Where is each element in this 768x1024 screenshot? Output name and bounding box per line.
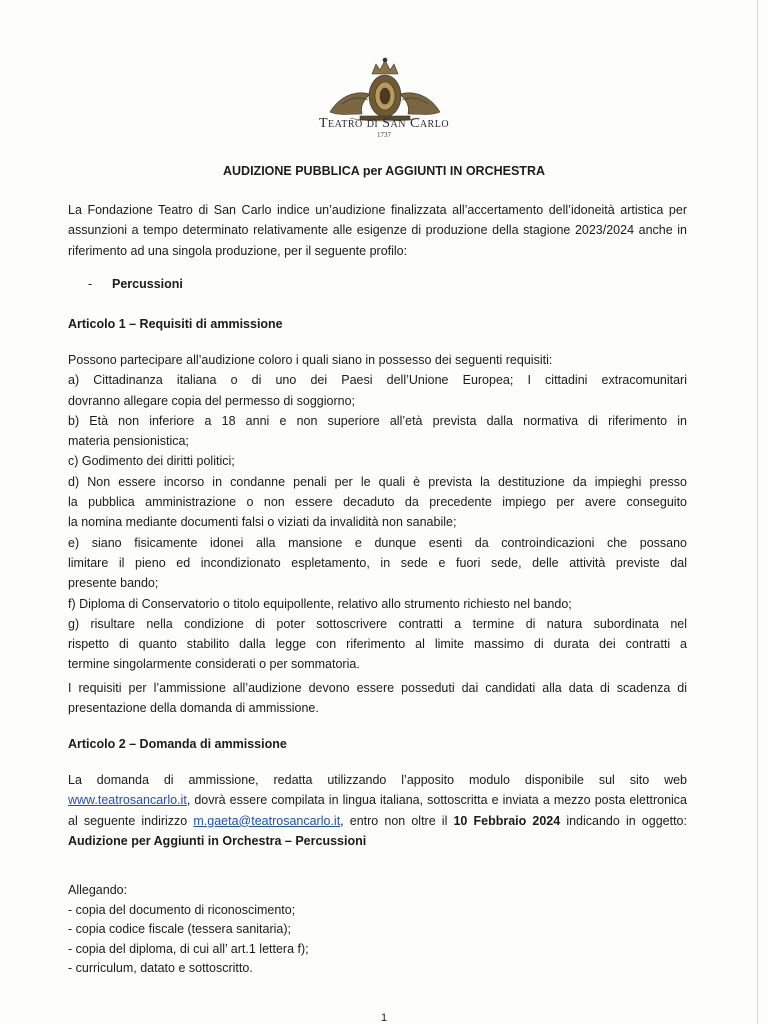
application-text: La domanda di ammissione, redatta utilizzando l’apposito modulo disponibile sul sito web: [68, 773, 687, 787]
application-text: , dovrà essere compilata in lingua italiana, sottoscritta e inviata a mezzo posta elettronica al seguente indirizzo: [68, 793, 687, 828]
requirement-line: c) Godimento dei diritti politici;: [68, 454, 235, 469]
page-number: 1: [380, 1012, 388, 1024]
profile-label: Percussioni: [112, 277, 183, 291]
document-title: AUDIZIONE PUBBLICA per AGGIUNTI IN ORCHESTRA: [223, 164, 545, 178]
website-link[interactable]: www.teatrosancarlo.it: [68, 793, 187, 808]
profile-dash: -: [88, 277, 93, 291]
logo-wordmark: Teatro di San Carlo: [318, 116, 450, 131]
deadline-date: 10 Febbraio 2024: [453, 813, 561, 828]
application-paragraph: [68, 770, 687, 851]
page-edge: [757, 0, 758, 1024]
attachments-list: [68, 881, 687, 979]
article-2-heading: Articolo 2 – Domanda di ammissione: [68, 737, 287, 751]
email-link[interactable]: m.gaeta@teatrosancarlo.it: [193, 813, 341, 828]
profile-item: [88, 277, 183, 291]
requirement-line: la pubblica amministrazione o non essere decaduto da precedente impiego per avere conseguito: [68, 495, 687, 510]
requirement-line: materia pensionistica;: [68, 434, 189, 449]
requirement-line: presente bando;: [68, 576, 159, 591]
attachment-item: - copia del documento di riconoscimento;: [68, 902, 296, 917]
requirement-line: dovranno allegare copia del permesso di soggiorno;: [68, 393, 355, 408]
application-text: indicando in oggetto:: [560, 813, 687, 828]
requirement-line: f) Diploma di Conservatorio o titolo equipollente, relativo allo strumento richiesto nel bando;: [68, 596, 572, 611]
requirement-line: limitare il pieno ed incondizionato espletamento, in sede e fuori sede, delle attività previste dal: [68, 555, 687, 570]
intro-paragraph: La Fondazione Teatro di San Carlo indice un’audizione finalizzata all’accertamento dell’idoneità artistica per assunzioni a tempo determinato relativamente alle esigenze di produzione della stagione 2023/2024 anche in riferimento ad una singola produzione, per il seguente profilo:: [68, 203, 687, 258]
requirement-line: rispetto di quanto stabilito dalla legge con riferimento al limite massimo di durata dei contratti a: [68, 637, 687, 652]
requirement-line: la nomina mediante documenti falsi o viziati da invalidità non sanabile;: [68, 515, 457, 530]
attachment-item: - curriculum, datato e sottoscritto.: [68, 961, 253, 975]
requirements-list: [68, 350, 687, 675]
logo-year: 1737: [377, 131, 391, 139]
article-1-heading: Articolo 1 – Requisiti di ammissione: [68, 317, 283, 331]
attachments-lead: Allegando:: [68, 883, 128, 897]
requirement-line: g) risultare nella condizione di poter sottoscrivere contratti a termine di natura subordinata nel: [68, 616, 687, 631]
requirements-closing: I requisiti per l’ammissione all’audizione devono essere posseduti dai candidati alla data di scadenza di presentazione della domanda di ammissione.: [68, 681, 687, 716]
requirement-line: e) siano fisicamente idonei alla mansione e dunque esenti da controindicazioni che possano: [68, 535, 687, 550]
email-subject: Audizione per Aggiunti in Orchestra – Percussioni: [68, 833, 367, 848]
requirement-line: termine singolarmente considerati o per sommatoria.: [68, 657, 360, 672]
requirement-line: a) Cittadinanza italiana o di uno dei Paesi dell’Unione Europea; I cittadini extracomunitari: [68, 373, 687, 388]
requirements-lead: Possono partecipare all’audizione coloro i quali siano in possesso dei seguenti requisiti:: [68, 353, 553, 367]
requirement-line: d) Non essere incorso in condanne penali per le quali è prevista la destituzione da impieghi presso: [68, 474, 687, 489]
application-text: , entro non oltre il: [340, 813, 454, 828]
attachment-item: - copia codice fiscale (tessera sanitaria);: [68, 922, 292, 936]
attachment-item: - copia del diploma, di cui all’ art.1 lettera f);: [68, 941, 309, 956]
requirement-line: b) Età non inferiore a 18 anni e non superiore all’età prevista dalla normativa di riferimento in: [68, 413, 687, 428]
